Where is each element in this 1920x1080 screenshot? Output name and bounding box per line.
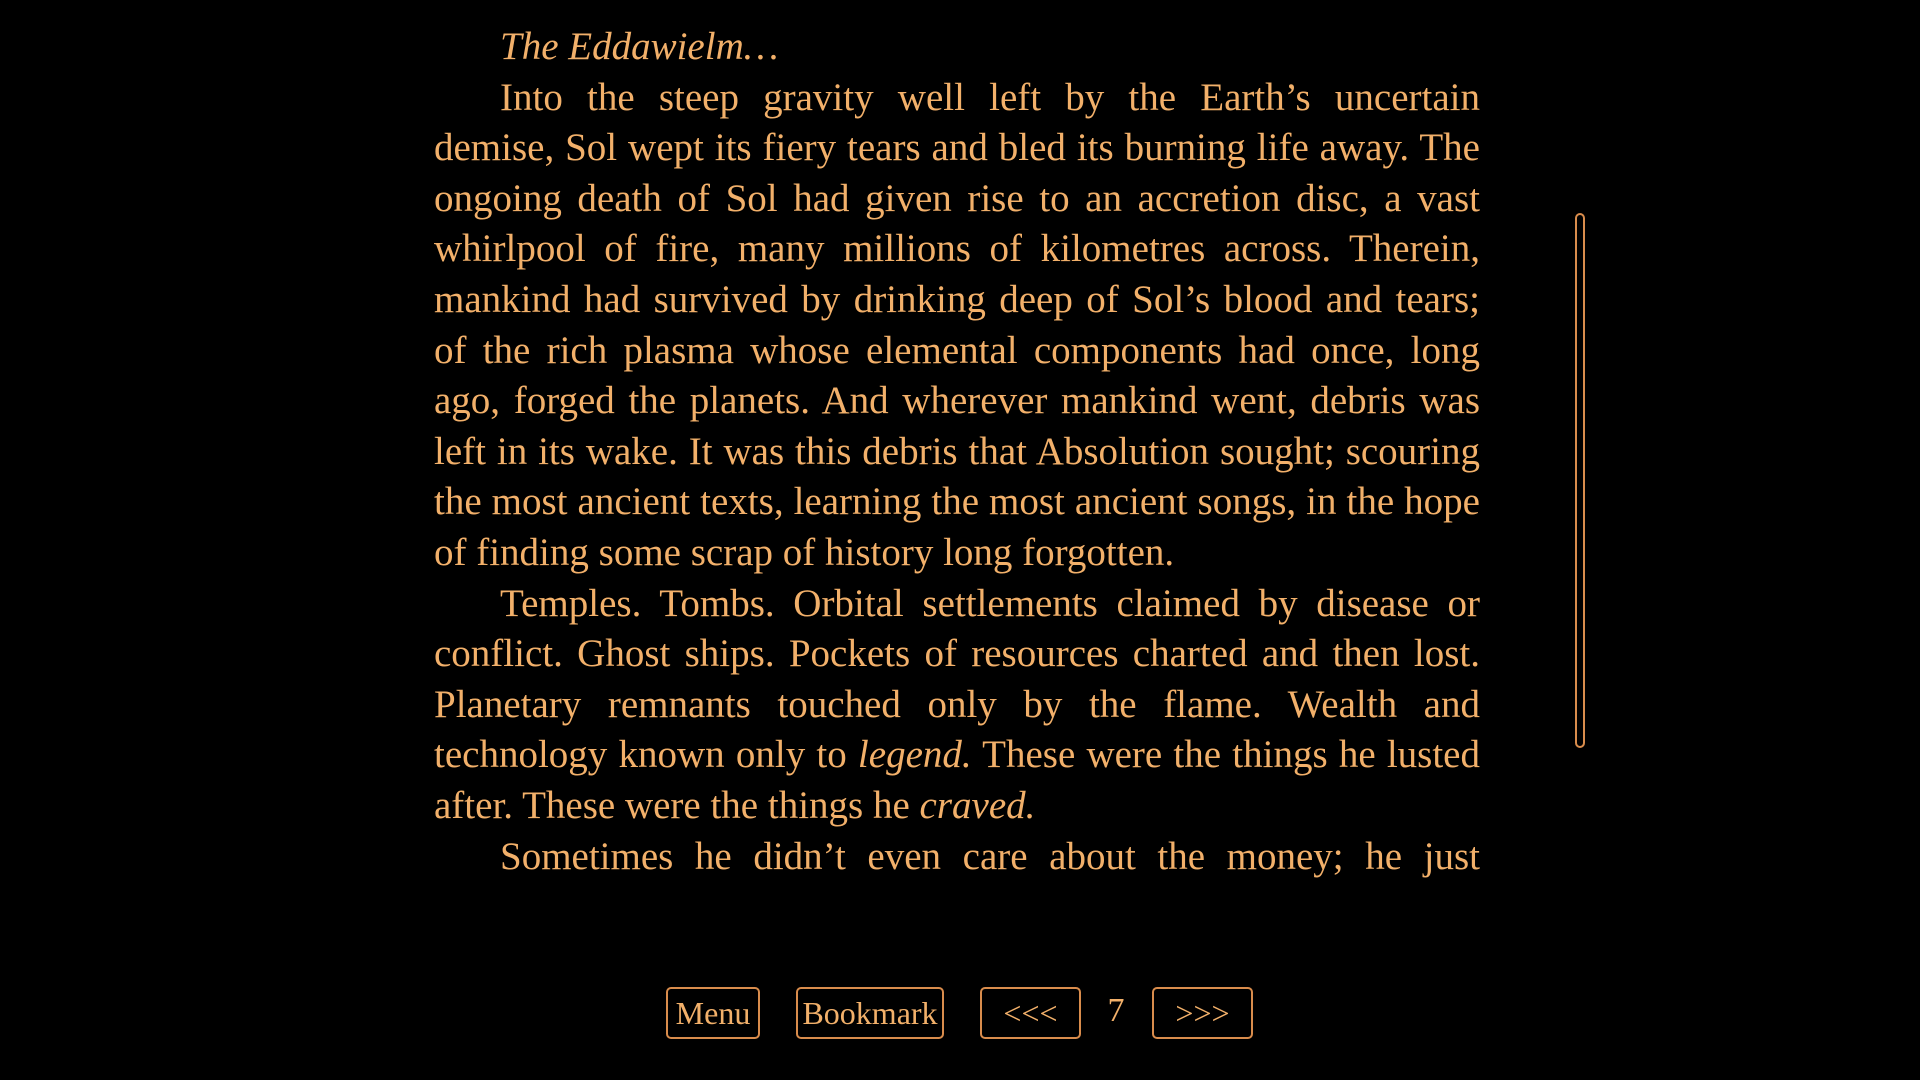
paragraph: Into the steep gravity well left by the Earth’s uncertain demise, Sol wept its fiery tears and bled its burning life away. The ongoing death of Sol had given rise to an accretion disc, a vast whirlpool of fire, many millions of kilometres across. Therein, mankind had survived by drinking deep of Sol’s blood and tears; of the rich plasma whose elemental components had once, long ago, forged the planets. And wherever mankind went, debris was left in its wake. It was this debris that Absolution sought; scouring the most ancient texts, learning the most ancient songs, in the hope of finding some scrap of history long forgotten. xyxy=(434,75,1480,574)
paragraph: Sometimes he didn’t even care about the money; he just xyxy=(500,834,1480,878)
menu-button[interactable]: Menu xyxy=(666,987,760,1039)
page-number: 7 xyxy=(1107,992,1125,1029)
page-text xyxy=(434,22,1480,882)
scrollbar[interactable] xyxy=(1575,213,1585,748)
paragraph: Temples. Tombs. Orbital settlements claimed by disease or conflict. Ghost ships. Pockets of resources charted and then lost. Planetary remnants touched only by the flame. Wealth and technology known only to legend. These were the things he lusted after. These were the things he craved. xyxy=(434,581,1480,827)
page-navigation xyxy=(0,987,1920,1039)
next-page-button[interactable]: >>> xyxy=(1152,987,1253,1039)
bookmark-button[interactable]: Bookmark xyxy=(796,987,944,1039)
chapter-heading: The Eddawielm… xyxy=(500,25,779,68)
previous-page-button[interactable]: <<< xyxy=(980,987,1081,1039)
